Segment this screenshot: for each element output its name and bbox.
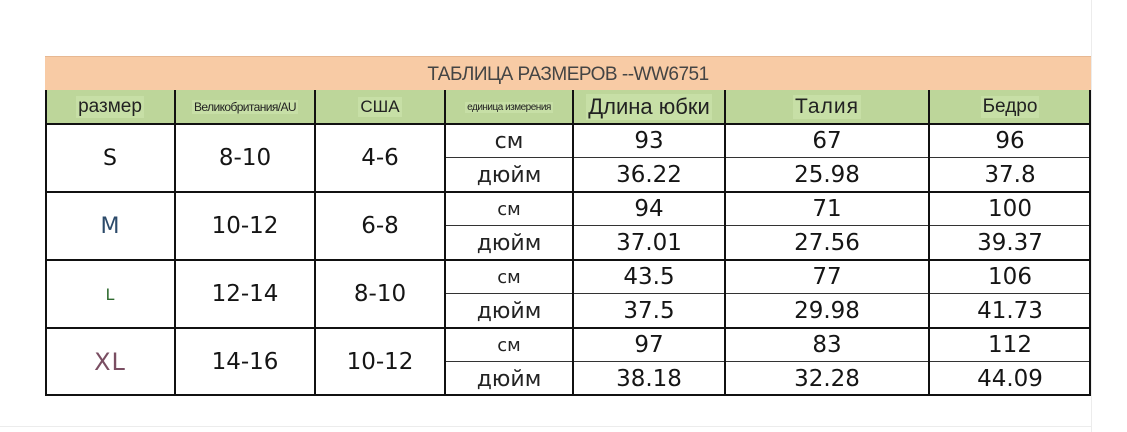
waist-cm: 67 xyxy=(812,128,842,154)
skirt-length-cm: 93 xyxy=(634,128,664,154)
skirt-length-cm: 97 xyxy=(634,332,664,358)
waist-inch: 29.98 xyxy=(794,298,860,324)
hip-cm: 112 xyxy=(988,332,1032,358)
usa-cell: 6-8 xyxy=(361,213,399,239)
hip-inch: 37.8 xyxy=(984,162,1036,188)
unit-cm-cell: см xyxy=(497,198,521,220)
waist-cm: 83 xyxy=(812,332,842,358)
table-rule xyxy=(45,327,1091,329)
size-cell: S xyxy=(103,145,117,171)
hip-cm: 96 xyxy=(995,128,1025,154)
uk-au-cell: 10-12 xyxy=(211,213,279,239)
waist-inch: 25.98 xyxy=(794,162,860,188)
table-rule xyxy=(174,90,176,396)
header-unit: единица измерения xyxy=(445,90,573,124)
hip-inch: 41.73 xyxy=(977,298,1043,324)
size-cell: L xyxy=(105,284,115,304)
waist-cm: 77 xyxy=(812,264,842,290)
size-cell: XL xyxy=(94,348,126,376)
image-edge xyxy=(1091,0,1092,432)
unit-cm-cell: см xyxy=(497,266,521,288)
hip-inch: 44.09 xyxy=(977,366,1043,392)
table-rule xyxy=(45,394,1091,396)
uk-au-cell: 14-16 xyxy=(211,349,279,375)
table-rule xyxy=(724,90,726,396)
table-rule xyxy=(572,90,574,396)
skirt-length-cm: 43.5 xyxy=(623,264,675,290)
hip-cm: 106 xyxy=(988,264,1032,290)
table-rule xyxy=(928,90,930,396)
table-rule xyxy=(444,90,446,396)
header-skirt-length: Длина юбки xyxy=(573,90,725,124)
unit-inch-cell: дюйм xyxy=(476,162,542,188)
size-table xyxy=(45,90,1091,396)
skirt-length-inch: 38.18 xyxy=(616,366,682,392)
table-rule xyxy=(314,90,316,396)
waist-inch: 32.28 xyxy=(794,366,860,392)
unit-inch-cell: дюйм xyxy=(476,298,542,324)
unit-inch-cell: дюйм xyxy=(476,366,542,392)
header-size: размер xyxy=(45,90,175,124)
unit-cm-cell: см xyxy=(497,334,521,356)
table-rule xyxy=(445,293,1091,294)
header-uk-au: Великобритания/AU xyxy=(175,90,315,124)
skirt-length-inch: 36.22 xyxy=(616,162,682,188)
usa-cell: 4-6 xyxy=(361,145,399,171)
usa-cell: 10-12 xyxy=(346,349,414,375)
table-rule xyxy=(1089,90,1091,396)
skirt-length-cm: 94 xyxy=(634,196,664,222)
size-chart-title: ТАБЛИЦА РАЗМЕРОВ --WW6751 xyxy=(427,64,709,85)
header-usa: США xyxy=(315,90,445,124)
unit-cm-cell: см xyxy=(494,128,524,154)
waist-inch: 27.56 xyxy=(794,230,860,256)
skirt-length-inch: 37.01 xyxy=(616,230,682,256)
usa-cell: 8-10 xyxy=(353,281,407,307)
size-cell: M xyxy=(100,213,120,239)
table-rule xyxy=(445,157,1091,158)
unit-inch-cell: дюйм xyxy=(476,230,542,256)
uk-au-cell: 12-14 xyxy=(211,281,279,307)
table-rule xyxy=(445,225,1091,226)
size-chart-title-bar xyxy=(45,56,1091,90)
table-rule xyxy=(45,123,1091,125)
hip-inch: 39.37 xyxy=(977,230,1043,256)
header-hip: Бедро xyxy=(929,90,1091,124)
uk-au-cell: 8-10 xyxy=(218,145,272,171)
hip-cm: 100 xyxy=(988,196,1032,222)
table-rule xyxy=(45,90,47,396)
table-rule xyxy=(45,259,1091,261)
table-rule xyxy=(45,191,1091,193)
skirt-length-inch: 37.5 xyxy=(623,298,675,324)
image-edge xyxy=(0,426,1092,427)
waist-cm: 71 xyxy=(812,196,842,222)
header-waist: Талия xyxy=(725,90,929,124)
table-rule xyxy=(445,361,1091,362)
